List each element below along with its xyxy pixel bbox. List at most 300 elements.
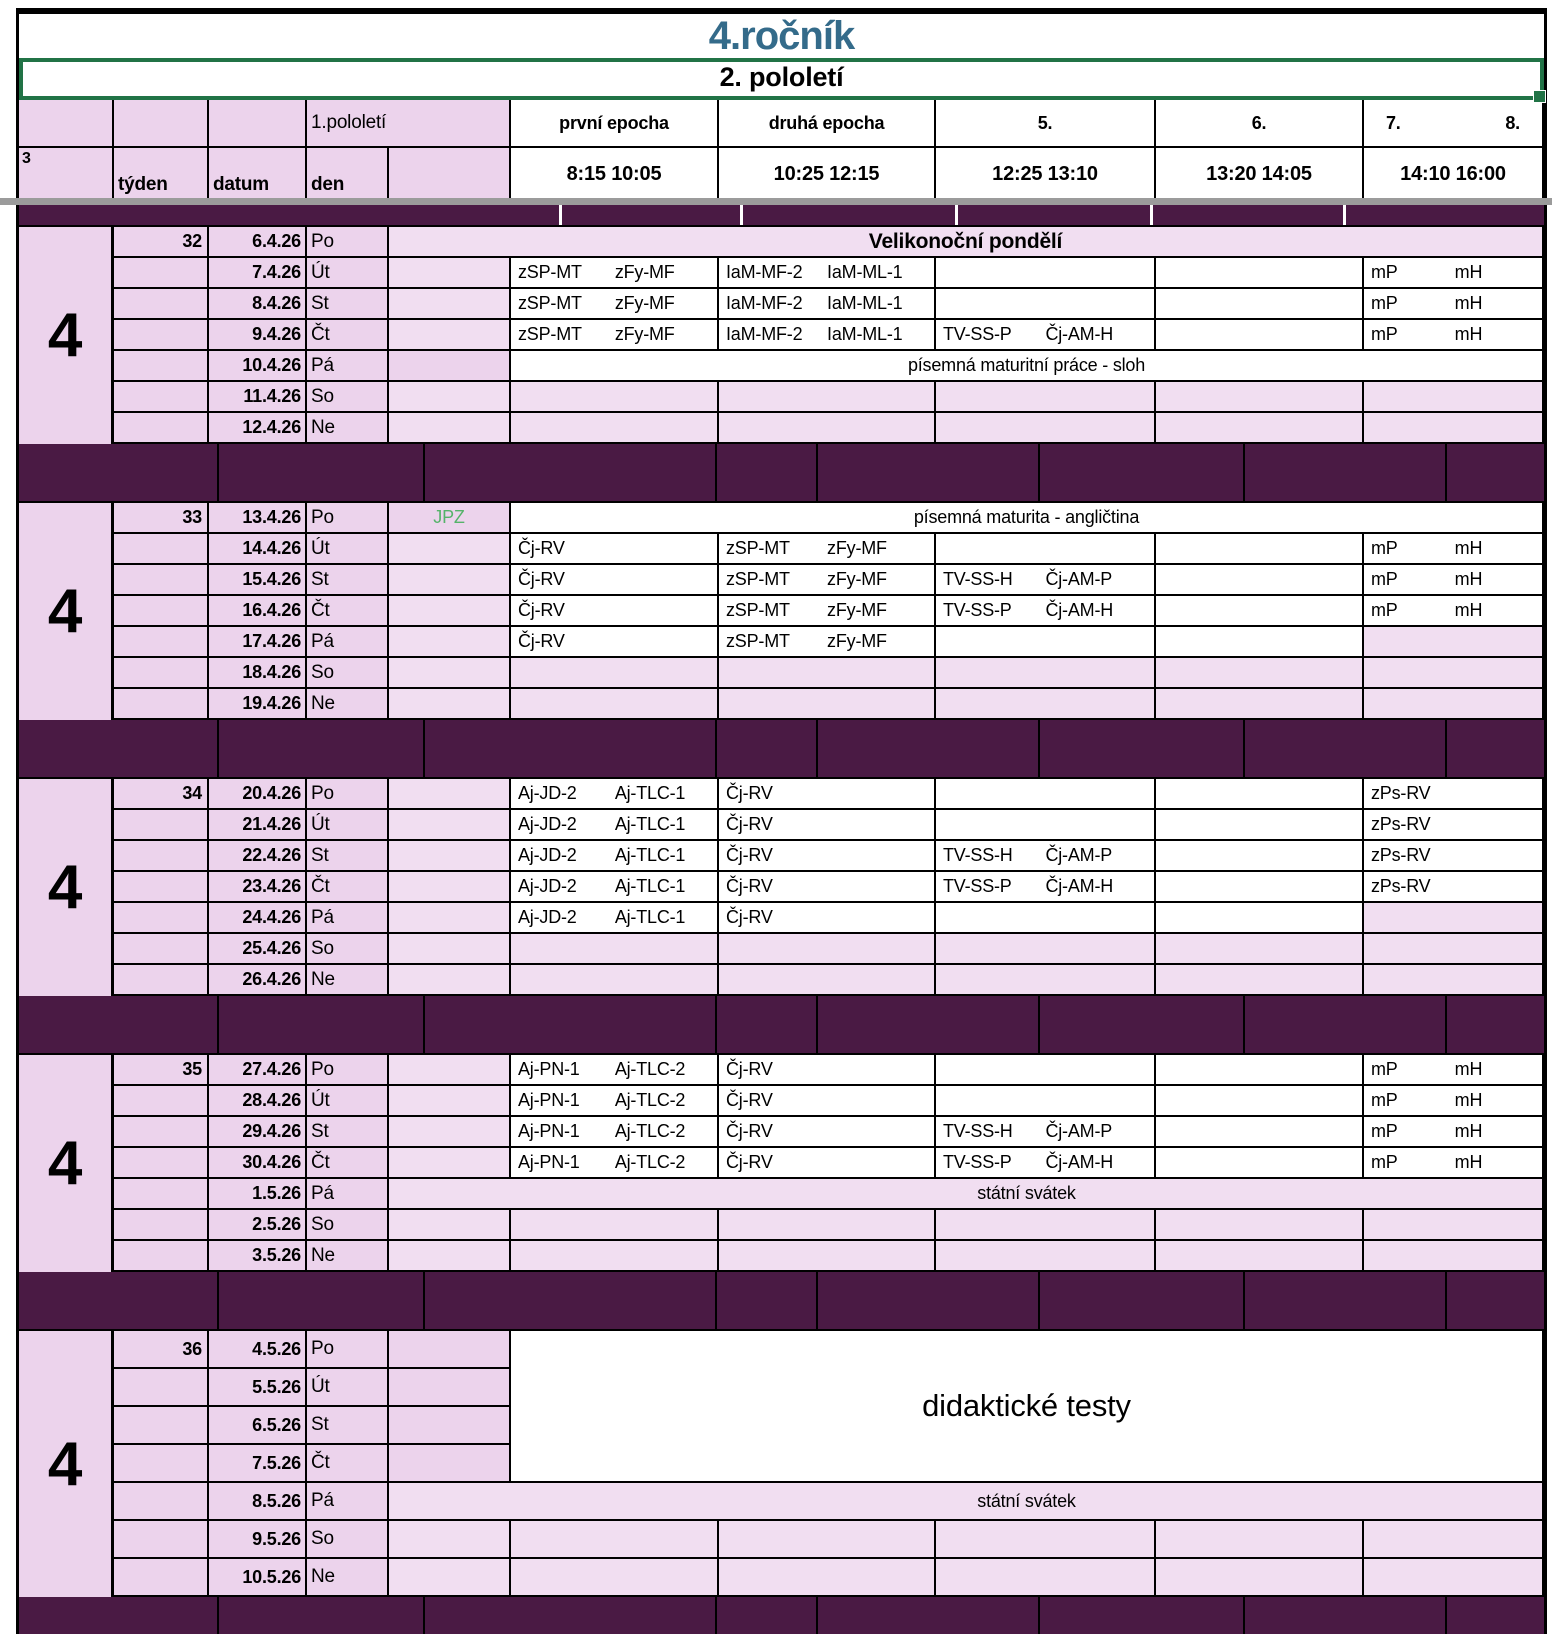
day-name-cell[interactable]: Pá (307, 351, 389, 382)
week-number-cell[interactable] (114, 965, 209, 996)
schedule-cell[interactable] (1156, 413, 1364, 444)
schedule-cell[interactable] (936, 1559, 1156, 1597)
week-number-cell[interactable] (114, 413, 209, 444)
day-name-cell[interactable]: So (307, 1210, 389, 1241)
extra-cell[interactable] (389, 413, 511, 444)
week-number-cell[interactable] (114, 1148, 209, 1179)
schedule-cell[interactable] (511, 289, 719, 320)
schedule-cell[interactable] (511, 1210, 719, 1241)
header-cell-time5[interactable]: 14:10 16:00 (1364, 148, 1544, 200)
week-number-cell[interactable] (114, 810, 209, 841)
header-cell-epoch2[interactable]: druhá epocha (719, 100, 936, 148)
schedule-cell[interactable] (719, 565, 936, 596)
date-cell[interactable]: 30.4.26 (209, 1148, 307, 1179)
extra-cell[interactable] (389, 596, 511, 627)
date-cell[interactable]: 27.4.26 (209, 1055, 307, 1086)
schedule-cell[interactable] (511, 965, 719, 996)
schedule-cell[interactable] (1364, 565, 1544, 596)
schedule-cell[interactable] (719, 779, 936, 810)
schedule-cell[interactable] (511, 534, 719, 565)
schedule-cell[interactable] (511, 627, 719, 658)
extra-cell[interactable] (389, 1241, 511, 1272)
schedule-cell[interactable] (1364, 627, 1544, 658)
schedule-cell[interactable] (1156, 289, 1364, 320)
date-cell[interactable]: 6.5.26 (209, 1407, 307, 1445)
schedule-cell[interactable] (719, 1055, 936, 1086)
schedule-cell[interactable] (1156, 1559, 1364, 1597)
table-header (19, 100, 1544, 203)
date-cell[interactable]: 23.4.26 (209, 872, 307, 903)
week-number-cell[interactable] (114, 534, 209, 565)
week-number-cell[interactable] (114, 351, 209, 382)
schedule-cell[interactable] (511, 258, 719, 289)
day-name-cell[interactable]: Po (307, 503, 389, 534)
extra-cell[interactable] (389, 1086, 511, 1117)
schedule-cell[interactable] (511, 689, 719, 720)
schedule-cell[interactable] (1364, 658, 1544, 689)
day-name-cell[interactable]: So (307, 382, 389, 413)
schedule-cell[interactable] (719, 1086, 936, 1117)
week-number-cell[interactable]: 34 (114, 779, 209, 810)
date-cell[interactable]: 10.4.26 (209, 351, 307, 382)
schedule-cell[interactable] (1156, 1055, 1364, 1086)
week-number-cell[interactable] (114, 1559, 209, 1597)
schedule-cell[interactable] (1156, 565, 1364, 596)
schedule-cell[interactable] (511, 872, 719, 903)
extra-cell[interactable] (389, 903, 511, 934)
schedule-cell[interactable] (511, 320, 719, 351)
week-number-cell[interactable] (114, 1210, 209, 1241)
day-name-cell[interactable]: Ne (307, 1241, 389, 1272)
schedule-cell[interactable] (1156, 320, 1364, 351)
extra-cell[interactable] (389, 1445, 511, 1483)
week-number-cell[interactable]: 35 (114, 1055, 209, 1086)
schedule-cell[interactable] (511, 1086, 719, 1117)
extra-cell[interactable] (389, 658, 511, 689)
week-number-cell[interactable] (114, 320, 209, 351)
week-number-cell[interactable] (114, 934, 209, 965)
schedule-cell[interactable] (936, 413, 1156, 444)
schedule-cell[interactable] (1364, 1559, 1544, 1597)
schedule-cell[interactable] (719, 872, 936, 903)
schedule-cell[interactable] (1156, 1086, 1364, 1117)
schedule-cell[interactable] (936, 965, 1156, 996)
schedule-cell[interactable] (1156, 258, 1364, 289)
schedule-cell[interactable] (511, 1521, 719, 1559)
day-name-cell[interactable]: Po (307, 227, 389, 258)
day-name-cell[interactable]: St (307, 1117, 389, 1148)
schedule-cell[interactable] (511, 934, 719, 965)
week-number-cell[interactable]: 32 (114, 227, 209, 258)
schedule-cell[interactable] (511, 810, 719, 841)
schedule-cell[interactable] (1156, 779, 1364, 810)
date-cell[interactable]: 28.4.26 (209, 1086, 307, 1117)
schedule-cell[interactable] (719, 934, 936, 965)
schedule-cell[interactable] (1364, 534, 1544, 565)
note-cell[interactable]: Velikonoční pondělí (389, 227, 1544, 258)
day-name-cell[interactable]: Út (307, 810, 389, 841)
schedule-cell[interactable] (719, 658, 936, 689)
header-cell-time4[interactable]: 13:20 14:05 (1156, 148, 1364, 200)
date-cell[interactable]: 12.4.26 (209, 413, 307, 444)
date-cell[interactable]: 7.4.26 (209, 258, 307, 289)
extra-cell[interactable] (389, 841, 511, 872)
date-cell[interactable]: 10.5.26 (209, 1559, 307, 1597)
schedule-cell[interactable] (936, 934, 1156, 965)
schedule-cell[interactable] (936, 872, 1156, 903)
schedule-cell[interactable] (1364, 1055, 1544, 1086)
header-cell-period6[interactable]: 6. (1156, 100, 1364, 148)
schedule-cell[interactable] (1156, 903, 1364, 934)
schedule-cell[interactable] (719, 903, 936, 934)
week-number-cell[interactable] (114, 1086, 209, 1117)
schedule-cell[interactable] (1364, 1521, 1544, 1559)
day-name-cell[interactable]: Pá (307, 627, 389, 658)
extra-cell[interactable] (389, 810, 511, 841)
header-cell-empty[interactable] (389, 148, 511, 200)
extra-cell[interactable] (389, 1369, 511, 1407)
extra-cell[interactable] (389, 689, 511, 720)
schedule-cell[interactable] (1156, 934, 1364, 965)
header-cell-epoch1[interactable]: první epocha (511, 100, 719, 148)
date-cell[interactable]: 21.4.26 (209, 810, 307, 841)
week-number-cell[interactable] (114, 565, 209, 596)
day-name-cell[interactable]: Po (307, 779, 389, 810)
schedule-cell[interactable] (1364, 903, 1544, 934)
extra-cell[interactable] (389, 872, 511, 903)
week-number-cell[interactable] (114, 903, 209, 934)
schedule-cell[interactable] (511, 413, 719, 444)
schedule-cell[interactable] (1364, 596, 1544, 627)
extra-cell[interactable] (389, 934, 511, 965)
extra-cell[interactable] (389, 1559, 511, 1597)
schedule-cell[interactable] (1156, 1117, 1364, 1148)
schedule-cell[interactable] (1156, 534, 1364, 565)
extra-cell[interactable] (389, 627, 511, 658)
schedule-cell[interactable] (719, 413, 936, 444)
extra-cell[interactable] (389, 1331, 511, 1369)
date-cell[interactable]: 11.4.26 (209, 382, 307, 413)
schedule-cell[interactable] (936, 903, 1156, 934)
schedule-cell[interactable] (511, 658, 719, 689)
date-cell[interactable]: 2.5.26 (209, 1210, 307, 1241)
schedule-cell[interactable] (511, 1055, 719, 1086)
date-cell[interactable]: 14.4.26 (209, 534, 307, 565)
day-name-cell[interactable]: Čt (307, 320, 389, 351)
header-cell-datum[interactable]: datum (209, 148, 307, 200)
day-name-cell[interactable]: Po (307, 1331, 389, 1369)
schedule-cell[interactable] (511, 1117, 719, 1148)
class-year-cell[interactable]: 4 (19, 227, 114, 444)
schedule-cell[interactable] (719, 1521, 936, 1559)
date-cell[interactable]: 9.5.26 (209, 1521, 307, 1559)
header-cell-empty[interactable] (114, 100, 209, 148)
date-cell[interactable]: 15.4.26 (209, 565, 307, 596)
schedule-cell[interactable] (936, 658, 1156, 689)
schedule-cell[interactable] (511, 1148, 719, 1179)
extra-cell[interactable] (389, 258, 511, 289)
schedule-cell[interactable] (719, 534, 936, 565)
day-name-cell[interactable]: Ne (307, 689, 389, 720)
schedule-cell[interactable] (1156, 627, 1364, 658)
didakticke-testy-cell[interactable]: didaktické testy (511, 1331, 1544, 1483)
schedule-cell[interactable] (936, 565, 1156, 596)
schedule-cell[interactable] (719, 810, 936, 841)
date-cell[interactable]: 4.5.26 (209, 1331, 307, 1369)
schedule-cell[interactable] (1364, 934, 1544, 965)
extra-cell[interactable] (389, 534, 511, 565)
day-name-cell[interactable]: Pá (307, 1483, 389, 1521)
schedule-cell[interactable] (719, 1148, 936, 1179)
day-name-cell[interactable]: St (307, 289, 389, 320)
schedule-cell[interactable] (719, 596, 936, 627)
selection-fill-handle[interactable] (1533, 90, 1546, 103)
day-name-cell[interactable]: Čt (307, 1148, 389, 1179)
schedule-cell[interactable] (936, 289, 1156, 320)
week-number-cell[interactable] (114, 258, 209, 289)
week-number-cell[interactable] (114, 1117, 209, 1148)
week-number-cell[interactable] (114, 627, 209, 658)
schedule-cell[interactable] (719, 1241, 936, 1272)
header-cell-empty[interactable] (19, 100, 114, 148)
date-cell[interactable]: 9.4.26 (209, 320, 307, 351)
schedule-cell[interactable] (511, 382, 719, 413)
week-number-cell[interactable] (114, 1241, 209, 1272)
schedule-cell[interactable] (936, 382, 1156, 413)
day-name-cell[interactable]: So (307, 658, 389, 689)
day-name-cell[interactable]: Čt (307, 1445, 389, 1483)
note-cell[interactable]: písemná maturita - angličtina (511, 503, 1544, 534)
date-cell[interactable]: 22.4.26 (209, 841, 307, 872)
day-name-cell[interactable]: St (307, 565, 389, 596)
week-number-cell[interactable] (114, 1445, 209, 1483)
extra-cell[interactable] (389, 565, 511, 596)
schedule-cell[interactable] (511, 779, 719, 810)
schedule-cell[interactable] (1364, 779, 1544, 810)
day-name-cell[interactable]: So (307, 934, 389, 965)
day-name-cell[interactable]: Po (307, 1055, 389, 1086)
schedule-cell[interactable] (936, 810, 1156, 841)
week-number-cell[interactable] (114, 289, 209, 320)
schedule-cell[interactable] (936, 1117, 1156, 1148)
schedule-cell[interactable] (1364, 1117, 1544, 1148)
date-cell[interactable]: 8.5.26 (209, 1483, 307, 1521)
date-cell[interactable]: 25.4.26 (209, 934, 307, 965)
header-cell-time2[interactable]: 10:25 12:15 (719, 148, 936, 200)
week-number-cell[interactable] (114, 382, 209, 413)
schedule-cell[interactable] (511, 841, 719, 872)
extra-cell[interactable] (389, 965, 511, 996)
schedule-cell[interactable] (1156, 1521, 1364, 1559)
schedule-cell[interactable] (719, 258, 936, 289)
schedule-cell[interactable] (1364, 289, 1544, 320)
header-cell-period5[interactable]: 5. (936, 100, 1156, 148)
header-cell-time3[interactable]: 12:25 13:10 (936, 148, 1156, 200)
date-cell[interactable]: 3.5.26 (209, 1241, 307, 1272)
schedule-cell[interactable] (719, 689, 936, 720)
schedule-cell[interactable] (1156, 872, 1364, 903)
header-cell-corner[interactable]: 3 (19, 148, 114, 200)
schedule-cell[interactable] (936, 627, 1156, 658)
schedule-cell[interactable] (1156, 841, 1364, 872)
note-cell[interactable]: státní svátek (389, 1179, 1544, 1210)
date-cell[interactable]: 24.4.26 (209, 903, 307, 934)
schedule-cell[interactable] (1364, 810, 1544, 841)
schedule-cell[interactable] (936, 1055, 1156, 1086)
extra-cell[interactable] (389, 320, 511, 351)
extra-cell[interactable] (389, 289, 511, 320)
schedule-cell[interactable] (719, 627, 936, 658)
extra-cell[interactable] (389, 351, 511, 382)
schedule-cell[interactable] (1364, 320, 1544, 351)
header-cell-time1[interactable]: 8:15 10:05 (511, 148, 719, 200)
day-name-cell[interactable]: Pá (307, 903, 389, 934)
schedule-cell[interactable] (1156, 1148, 1364, 1179)
extra-cell[interactable] (389, 779, 511, 810)
extra-cell[interactable] (389, 1055, 511, 1086)
schedule-cell[interactable] (1364, 841, 1544, 872)
schedule-cell[interactable] (936, 534, 1156, 565)
extra-cell[interactable] (389, 1521, 511, 1559)
extra-cell[interactable] (389, 1210, 511, 1241)
date-cell[interactable]: 5.5.26 (209, 1369, 307, 1407)
week-number-cell[interactable] (114, 1179, 209, 1210)
schedule-cell[interactable] (1156, 810, 1364, 841)
date-cell[interactable]: 7.5.26 (209, 1445, 307, 1483)
day-name-cell[interactable]: Ne (307, 413, 389, 444)
schedule-cell[interactable] (719, 382, 936, 413)
week-number-cell[interactable] (114, 658, 209, 689)
schedule-cell[interactable] (936, 841, 1156, 872)
schedule-cell[interactable] (936, 1241, 1156, 1272)
class-year-cell[interactable]: 4 (19, 779, 114, 996)
header-cell-den[interactable]: den (307, 148, 389, 200)
schedule-cell[interactable] (1364, 1241, 1544, 1272)
schedule-cell[interactable] (719, 965, 936, 996)
day-name-cell[interactable]: So (307, 1521, 389, 1559)
schedule-cell[interactable] (511, 565, 719, 596)
week-number-cell[interactable] (114, 689, 209, 720)
class-year-cell[interactable]: 4 (19, 1331, 114, 1597)
extra-cell[interactable] (389, 1407, 511, 1445)
week-number-cell[interactable] (114, 841, 209, 872)
header-cell-tyden[interactable]: týden (114, 148, 209, 200)
schedule-cell[interactable] (719, 1117, 936, 1148)
extra-cell[interactable] (389, 382, 511, 413)
schedule-cell[interactable] (936, 596, 1156, 627)
schedule-cell[interactable] (1364, 965, 1544, 996)
schedule-cell[interactable] (719, 841, 936, 872)
schedule-cell[interactable] (936, 779, 1156, 810)
date-cell[interactable]: 18.4.26 (209, 658, 307, 689)
header-cell-empty[interactable] (209, 100, 307, 148)
schedule-cell[interactable] (1156, 658, 1364, 689)
day-name-cell[interactable]: Ne (307, 965, 389, 996)
day-name-cell[interactable]: St (307, 1407, 389, 1445)
week-number-cell[interactable] (114, 1483, 209, 1521)
schedule-cell[interactable] (719, 1559, 936, 1597)
schedule-cell[interactable] (1364, 382, 1544, 413)
schedule-cell[interactable] (936, 1210, 1156, 1241)
schedule-cell[interactable] (1364, 1086, 1544, 1117)
schedule-cell[interactable] (511, 596, 719, 627)
schedule-cell[interactable] (1364, 413, 1544, 444)
date-cell[interactable]: 1.5.26 (209, 1179, 307, 1210)
schedule-cell[interactable] (1364, 258, 1544, 289)
week-number-cell[interactable]: 36 (114, 1331, 209, 1369)
header-cell-period78[interactable] (1364, 100, 1544, 148)
schedule-cell[interactable] (936, 320, 1156, 351)
schedule-cell[interactable] (1156, 1241, 1364, 1272)
schedule-cell[interactable] (1364, 1148, 1544, 1179)
week-number-cell[interactable] (114, 1521, 209, 1559)
schedule-cell[interactable] (1156, 596, 1364, 627)
schedule-cell[interactable] (1156, 689, 1364, 720)
date-cell[interactable]: 19.4.26 (209, 689, 307, 720)
day-name-cell[interactable]: Čt (307, 872, 389, 903)
schedule-cell[interactable] (1156, 382, 1364, 413)
schedule-cell[interactable] (1364, 1210, 1544, 1241)
schedule-cell[interactable] (936, 689, 1156, 720)
day-name-cell[interactable]: Ne (307, 1559, 389, 1597)
date-cell[interactable]: 6.4.26 (209, 227, 307, 258)
extra-cell[interactable] (389, 1117, 511, 1148)
schedule-cell[interactable] (719, 1210, 936, 1241)
date-cell[interactable]: 26.4.26 (209, 965, 307, 996)
header-cell-semester1[interactable]: 1.pololetí (307, 100, 511, 148)
week-number-cell[interactable] (114, 872, 209, 903)
day-name-cell[interactable]: Út (307, 258, 389, 289)
note-cell[interactable]: písemná maturitní práce - sloh (511, 351, 1544, 382)
jpz-cell[interactable]: JPZ (389, 503, 511, 534)
schedule-cell[interactable] (511, 1559, 719, 1597)
schedule-cell[interactable] (936, 258, 1156, 289)
date-cell[interactable]: 29.4.26 (209, 1117, 307, 1148)
class-year-cell[interactable]: 4 (19, 503, 114, 720)
schedule-cell[interactable] (511, 1241, 719, 1272)
day-name-cell[interactable]: Čt (307, 596, 389, 627)
schedule-cell[interactable] (936, 1521, 1156, 1559)
day-name-cell[interactable]: Út (307, 1086, 389, 1117)
schedule-cell[interactable] (1364, 872, 1544, 903)
extra-cell[interactable] (389, 1148, 511, 1179)
day-name-cell[interactable]: Pá (307, 1179, 389, 1210)
schedule-cell[interactable] (936, 1148, 1156, 1179)
day-name-cell[interactable]: St (307, 841, 389, 872)
week-number-cell[interactable] (114, 596, 209, 627)
week-number-cell[interactable] (114, 1369, 209, 1407)
date-cell[interactable]: 20.4.26 (209, 779, 307, 810)
week-number-cell[interactable] (114, 1407, 209, 1445)
schedule-cell[interactable] (719, 289, 936, 320)
class-year-cell[interactable]: 4 (19, 1055, 114, 1272)
schedule-cell[interactable] (1156, 965, 1364, 996)
schedule-cell[interactable] (511, 903, 719, 934)
note-cell[interactable]: státní svátek (389, 1483, 1544, 1521)
semester-selection-row[interactable] (19, 58, 1544, 100)
date-cell[interactable]: 17.4.26 (209, 627, 307, 658)
schedule-cell[interactable] (1156, 1210, 1364, 1241)
date-cell[interactable]: 13.4.26 (209, 503, 307, 534)
date-cell[interactable]: 16.4.26 (209, 596, 307, 627)
day-name-cell[interactable]: Út (307, 534, 389, 565)
schedule-cell[interactable] (719, 320, 936, 351)
schedule-cell[interactable] (1364, 689, 1544, 720)
day-name-cell[interactable]: Út (307, 1369, 389, 1407)
week-number-cell[interactable]: 33 (114, 503, 209, 534)
schedule-cell[interactable] (936, 1086, 1156, 1117)
date-cell[interactable]: 8.4.26 (209, 289, 307, 320)
